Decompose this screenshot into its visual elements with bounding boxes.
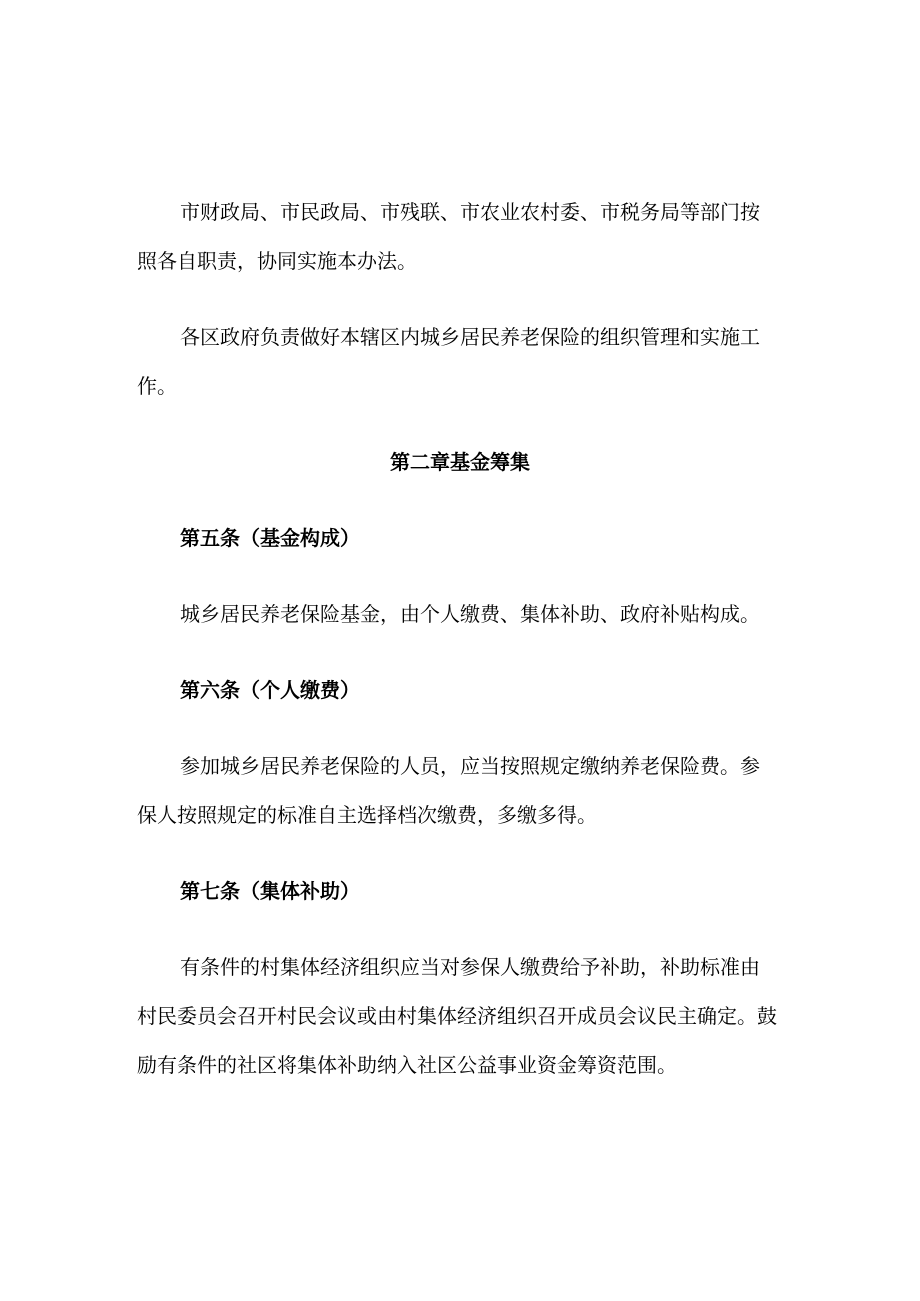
- article-7-line-3: 励有条件的社区将集体补助纳入社区公益事业资金筹资范围。: [137, 1053, 677, 1077]
- paragraph-1-line-1: 市财政局、市民政局、市残联、市农业农村委、市税务局等部门按: [180, 200, 760, 224]
- article-6-line-2: 保人按照规定的标准自主选择档次缴费，多缴多得。: [137, 803, 597, 827]
- article-7-heading: 第七条（集体补助）: [180, 879, 360, 903]
- article-6-line-1: 参加城乡居民养老保险的人员，应当按照规定缴纳养老保险费。参: [180, 754, 760, 778]
- article-5-text: 城乡居民养老保险基金，由个人缴费、集体补助、政府补贴构成。: [180, 602, 760, 626]
- paragraph-1-line-2: 照各自职责，协同实施本办法。: [137, 249, 417, 273]
- paragraph-2-line-1: 各区政府负责做好本辖区内城乡居民养老保险的组织管理和实施工: [180, 325, 760, 349]
- article-5-heading: 第五条（基金构成）: [180, 526, 360, 550]
- chapter-title: 第二章基金筹集: [390, 450, 530, 474]
- paragraph-2-line-2: 作。: [137, 374, 177, 398]
- article-7-line-2: 村民委员会召开村民会议或由村集体经济组织召开成员会议民主确定。鼓: [137, 1004, 777, 1028]
- article-6-heading: 第六条（个人缴费）: [180, 678, 360, 702]
- article-7-line-1: 有条件的村集体经济组织应当对参保人缴费给予补助，补助标准由: [180, 955, 760, 979]
